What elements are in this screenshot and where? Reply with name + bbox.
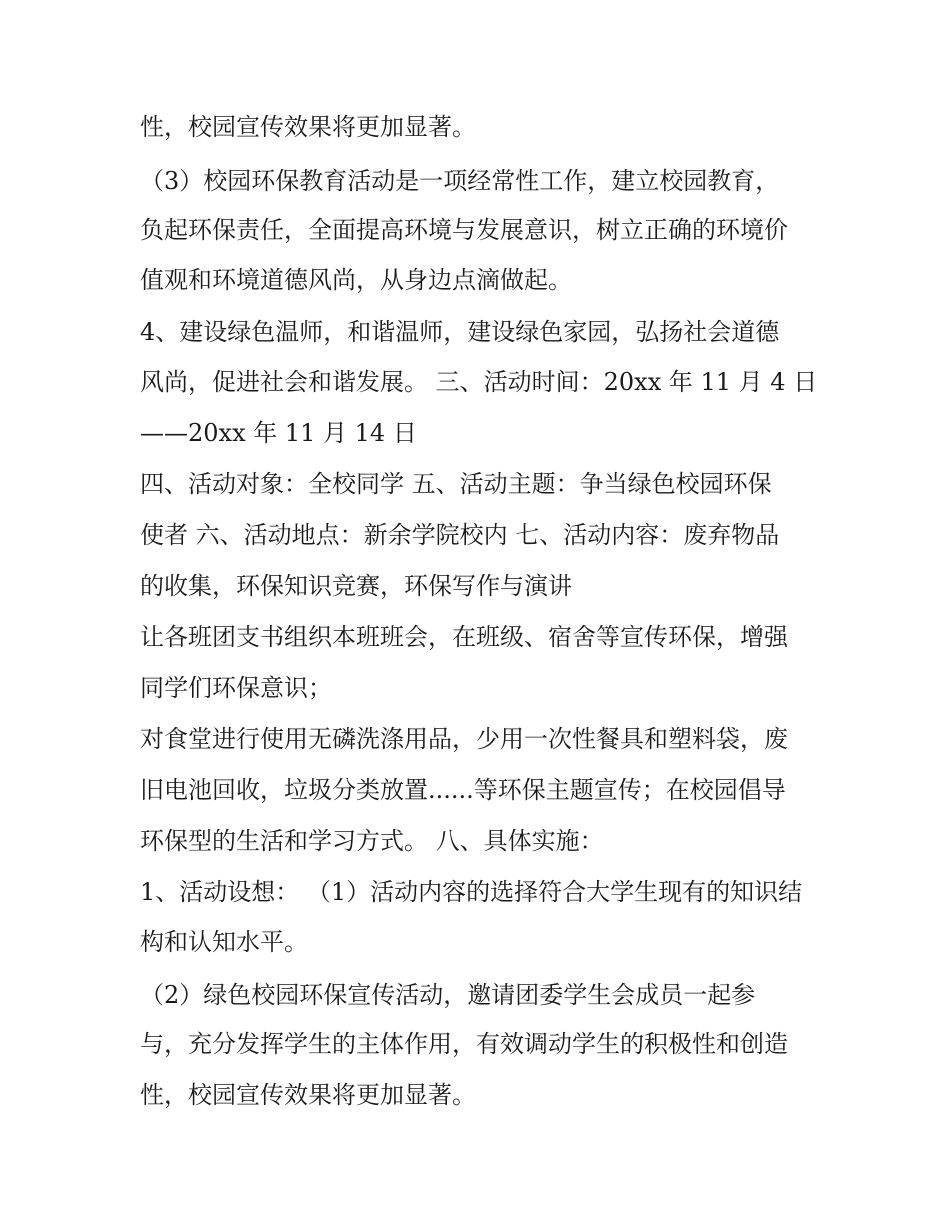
text-line: 的收集，环保知识竞赛，环保写作与演讲 [140, 572, 572, 600]
text-line: 同学们环保意识； [140, 674, 332, 702]
text-line: 对食堂进行使用无磷洗涤用品，少用一次性餐具和塑料袋，废 [140, 725, 788, 753]
text-line: 让各班团支书组织本班班会，在班级、宿舍等宣传环保，增强 [140, 623, 788, 651]
text-line: 构和认知水平。 [140, 928, 308, 956]
text-line: 与，充分发挥学生的主体作用，有效调动学生的积极性和创造 [140, 1030, 788, 1058]
text-line: 旧电池回收，垃圾分类放置......等环保主题宣传；在校园倡导 [140, 776, 786, 804]
text-line: 四、活动对象：全校同学 五、活动主题：争当绿色校园环保 [140, 470, 772, 498]
text-line: 负起环保责任，全面提高环境与发展意识，树立正确的环境价 [140, 216, 788, 244]
text-line: 性，校园宣传效果将更加显著。 [140, 1081, 476, 1109]
text-line: 性，校园宣传效果将更加显著。 [140, 113, 476, 141]
text-line: （3）校园环保教育活动是一项经常性工作，建立校园教育， [140, 167, 780, 195]
text-line: 4、建设绿色温师，和谐温师，建设绿色家园，弘扬社会道德 [140, 318, 780, 346]
text-line: 1、活动设想： （1）活动内容的选择符合大学生现有的知识结 [140, 878, 803, 906]
text-line: ——20xx 年 11 月 14 日 [140, 419, 417, 447]
text-line: 环保型的生活和学习方式。 八、具体实施： [140, 827, 604, 855]
text-line: 风尚，促进社会和谐发展。 三、活动时间：20xx 年 11 月 4 日 [140, 368, 818, 396]
text-line: 使者 六、活动地点：新余学院校内 七、活动内容：废弃物品 [140, 521, 780, 549]
text-line: （2）绿色校园环保宣传活动，邀请团委学生会成员一起参 [140, 981, 756, 1009]
text-line: 值观和环境道德风尚，从身边点滴做起。 [140, 266, 572, 294]
